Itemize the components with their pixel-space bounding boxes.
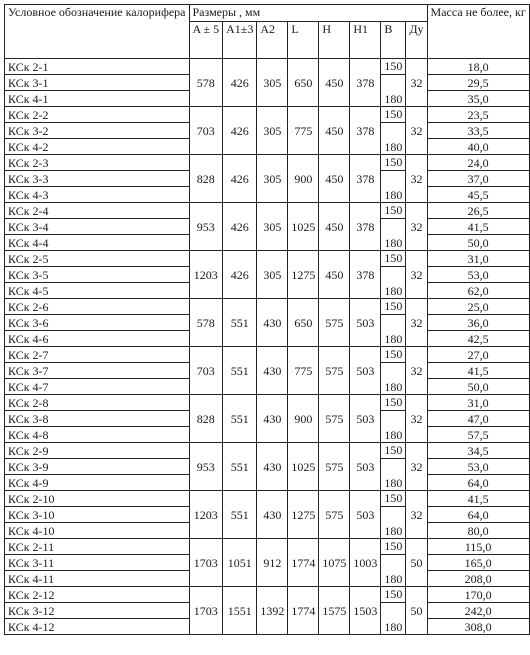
dim-b-value: 150 <box>381 59 406 75</box>
heater-designation: КСк 2-3 <box>5 155 190 171</box>
table-row <box>5 491 530 507</box>
header-a1: A1±3 <box>223 22 257 59</box>
dim-l-value: 1774 <box>288 539 319 587</box>
mass-value: 50,0 <box>427 379 529 395</box>
header-b: B <box>381 22 406 59</box>
header-mass: Масса не более, кг <box>427 5 529 59</box>
dim-b-value: 150 <box>381 443 406 459</box>
dim-du-value: 50 <box>406 587 427 635</box>
table-row <box>5 155 530 171</box>
table-row <box>5 443 530 459</box>
dim-l-value: 775 <box>288 107 319 155</box>
dim-a2-value: 430 <box>257 395 288 443</box>
dim-h-value: 575 <box>319 347 350 395</box>
heater-designation: КСк 4-2 <box>5 139 190 155</box>
dim-b-value: 180 <box>381 75 406 107</box>
heater-designation: КСк 2-5 <box>5 251 190 267</box>
dim-b-value: 180 <box>381 315 406 347</box>
mass-value: 36,0 <box>427 315 529 331</box>
dim-h1-value: 378 <box>350 203 381 251</box>
mass-value: 27,0 <box>427 347 529 363</box>
table-row <box>5 587 530 603</box>
header-l: L <box>288 22 319 59</box>
mass-value: 45,5 <box>427 187 529 203</box>
heater-designation: КСк 3-9 <box>5 459 190 475</box>
dim-l-value: 1275 <box>288 251 319 299</box>
header-h: H <box>319 22 350 59</box>
dim-l-value: 900 <box>288 395 319 443</box>
dim-l-value: 775 <box>288 347 319 395</box>
dim-b-value: 180 <box>381 363 406 395</box>
dim-h1-value: 378 <box>350 107 381 155</box>
dim-b-value: 150 <box>381 395 406 411</box>
mass-value: 64,0 <box>427 507 529 523</box>
mass-value: 53,0 <box>427 459 529 475</box>
dim-h-value: 575 <box>319 491 350 539</box>
dim-a2-value: 305 <box>257 155 288 203</box>
table-row <box>5 251 530 267</box>
dim-h1-value: 1003 <box>350 539 381 587</box>
dim-b-value: 150 <box>381 347 406 363</box>
dim-a2-value: 305 <box>257 203 288 251</box>
dim-a2-value: 305 <box>257 59 288 107</box>
mass-value: 35,0 <box>427 91 529 107</box>
dim-a-value: 1203 <box>189 491 223 539</box>
heater-designation: КСк 3-11 <box>5 555 190 571</box>
dim-a1-value: 551 <box>223 443 257 491</box>
dim-a-value: 953 <box>189 203 223 251</box>
mass-value: 24,0 <box>427 155 529 171</box>
mass-value: 41,5 <box>427 219 529 235</box>
dim-l-value: 650 <box>288 59 319 107</box>
dim-h-value: 450 <box>319 251 350 299</box>
dim-h-value: 450 <box>319 203 350 251</box>
heater-designation: КСк 2-7 <box>5 347 190 363</box>
dim-h-value: 450 <box>319 155 350 203</box>
heater-designation: КСк 4-6 <box>5 331 190 347</box>
dim-du-value: 32 <box>406 443 427 491</box>
dim-du-value: 32 <box>406 347 427 395</box>
header-du: Ду <box>406 22 427 59</box>
dim-h-value: 1575 <box>319 587 350 635</box>
dim-a-value: 703 <box>189 107 223 155</box>
table-header <box>5 5 530 59</box>
table-row <box>5 299 530 315</box>
mass-value: 18,0 <box>427 59 529 75</box>
dim-l-value: 1275 <box>288 491 319 539</box>
mass-value: 208,0 <box>427 571 529 587</box>
heater-designation: КСк 3-5 <box>5 267 190 283</box>
table-row <box>5 107 530 123</box>
dim-a-value: 1203 <box>189 251 223 299</box>
dim-a-value: 828 <box>189 155 223 203</box>
mass-value: 57,5 <box>427 427 529 443</box>
dim-h-value: 575 <box>319 395 350 443</box>
dim-b-value: 150 <box>381 491 406 507</box>
dim-a2-value: 430 <box>257 491 288 539</box>
heater-designation: КСк 3-1 <box>5 75 190 91</box>
dim-a2-value: 430 <box>257 347 288 395</box>
dim-du-value: 50 <box>406 539 427 587</box>
dim-du-value: 32 <box>406 395 427 443</box>
dim-a-value: 578 <box>189 299 223 347</box>
dim-a2-value: 305 <box>257 107 288 155</box>
table-row <box>5 539 530 555</box>
heater-designation: КСк 2-4 <box>5 203 190 219</box>
dim-b-value: 150 <box>381 539 406 555</box>
dim-b-value: 180 <box>381 555 406 587</box>
heater-designation: КСк 4-5 <box>5 283 190 299</box>
dim-a2-value: 430 <box>257 443 288 491</box>
dim-h-value: 575 <box>319 299 350 347</box>
mass-value: 62,0 <box>427 283 529 299</box>
dim-b-value: 180 <box>381 507 406 539</box>
heater-designation: КСк 2-12 <box>5 587 190 603</box>
mass-value: 50,0 <box>427 235 529 251</box>
dim-l-value: 1774 <box>288 587 319 635</box>
header-h1: H1 <box>350 22 381 59</box>
dim-a1-value: 426 <box>223 107 257 155</box>
mass-value: 47,0 <box>427 411 529 427</box>
mass-value: 308,0 <box>427 619 529 635</box>
dim-h-value: 575 <box>319 443 350 491</box>
table-row <box>5 395 530 411</box>
dim-b-value: 150 <box>381 107 406 123</box>
mass-value: 165,0 <box>427 555 529 571</box>
dim-b-value: 150 <box>381 203 406 219</box>
mass-value: 115,0 <box>427 539 529 555</box>
mass-value: 242,0 <box>427 603 529 619</box>
heater-designation: КСк 3-6 <box>5 315 190 331</box>
heater-designation: КСк 4-11 <box>5 571 190 587</box>
dim-b-value: 180 <box>381 267 406 299</box>
heater-designation: КСк 4-10 <box>5 523 190 539</box>
dim-du-value: 32 <box>406 107 427 155</box>
dim-h1-value: 378 <box>350 59 381 107</box>
heater-designation: КСк 3-7 <box>5 363 190 379</box>
heater-designation: КСк 4-12 <box>5 619 190 635</box>
dim-a1-value: 1551 <box>223 587 257 635</box>
mass-value: 41,5 <box>427 363 529 379</box>
mass-value: 25,0 <box>427 299 529 315</box>
dim-l-value: 1025 <box>288 203 319 251</box>
dim-h1-value: 503 <box>350 443 381 491</box>
mass-value: 23,5 <box>427 107 529 123</box>
heater-designation: КСк 3-2 <box>5 123 190 139</box>
table-row <box>5 59 530 75</box>
header-a: A ± 5 <box>189 22 223 59</box>
dim-h-value: 450 <box>319 107 350 155</box>
dim-h1-value: 1503 <box>350 587 381 635</box>
dim-b-value: 150 <box>381 299 406 315</box>
mass-value: 41,5 <box>427 491 529 507</box>
dim-l-value: 650 <box>288 299 319 347</box>
heater-designation: КСк 3-8 <box>5 411 190 427</box>
dim-h-value: 450 <box>319 59 350 107</box>
mass-value: 26,5 <box>427 203 529 219</box>
heater-designation: КСк 2-2 <box>5 107 190 123</box>
dim-du-value: 32 <box>406 155 427 203</box>
dim-b-value: 180 <box>381 219 406 251</box>
heater-designation: КСк 2-9 <box>5 443 190 459</box>
table-row <box>5 203 530 219</box>
heater-designation: КСк 4-4 <box>5 235 190 251</box>
dim-a2-value: 912 <box>257 539 288 587</box>
heater-designation: КСк 2-6 <box>5 299 190 315</box>
dim-du-value: 32 <box>406 299 427 347</box>
heater-designation: КСк 4-8 <box>5 427 190 443</box>
dim-b-value: 180 <box>381 603 406 635</box>
dim-b-value: 150 <box>381 587 406 603</box>
mass-value: 42,5 <box>427 331 529 347</box>
dim-du-value: 32 <box>406 251 427 299</box>
dim-h1-value: 378 <box>350 155 381 203</box>
heater-designation: КСк 2-1 <box>5 59 190 75</box>
dim-a1-value: 426 <box>223 251 257 299</box>
dim-a1-value: 426 <box>223 155 257 203</box>
table-body <box>5 59 530 635</box>
dim-l-value: 900 <box>288 155 319 203</box>
dim-b-value: 180 <box>381 171 406 203</box>
heater-designation: КСк 3-12 <box>5 603 190 619</box>
dim-du-value: 32 <box>406 59 427 107</box>
header-heater-designation: Условное обозначение калорифера <box>5 5 190 59</box>
dim-a1-value: 426 <box>223 59 257 107</box>
dim-b-value: 150 <box>381 251 406 267</box>
heater-designation: КСк 4-1 <box>5 91 190 107</box>
header-a2: A2 <box>257 22 288 59</box>
dim-a1-value: 1051 <box>223 539 257 587</box>
heater-designation: КСк 3-10 <box>5 507 190 523</box>
document-page <box>4 4 530 635</box>
header-dimensions-group: Размеры , мм <box>189 5 427 22</box>
dim-b-value: 150 <box>381 155 406 171</box>
heater-designation: КСк 4-9 <box>5 475 190 491</box>
dim-a-value: 1703 <box>189 587 223 635</box>
heater-designation: КСк 4-7 <box>5 379 190 395</box>
mass-value: 29,5 <box>427 75 529 91</box>
dim-a2-value: 305 <box>257 251 288 299</box>
dim-a1-value: 551 <box>223 299 257 347</box>
dim-a-value: 953 <box>189 443 223 491</box>
heater-designation: КСк 4-3 <box>5 187 190 203</box>
dim-b-value: 180 <box>381 411 406 443</box>
mass-value: 31,0 <box>427 395 529 411</box>
mass-value: 37,0 <box>427 171 529 187</box>
dim-l-value: 1025 <box>288 443 319 491</box>
table-row <box>5 347 530 363</box>
dim-a1-value: 426 <box>223 203 257 251</box>
dim-du-value: 32 <box>406 491 427 539</box>
dim-a-value: 1703 <box>189 539 223 587</box>
dim-h1-value: 503 <box>350 491 381 539</box>
mass-value: 170,0 <box>427 587 529 603</box>
dim-b-value: 180 <box>381 123 406 155</box>
dim-a1-value: 551 <box>223 491 257 539</box>
dim-a1-value: 551 <box>223 347 257 395</box>
dim-a-value: 703 <box>189 347 223 395</box>
dim-b-value: 180 <box>381 459 406 491</box>
mass-value: 53,0 <box>427 267 529 283</box>
mass-value: 33,5 <box>427 123 529 139</box>
mass-value: 80,0 <box>427 523 529 539</box>
heater-designation: КСк 2-8 <box>5 395 190 411</box>
mass-value: 31,0 <box>427 251 529 267</box>
dim-a2-value: 430 <box>257 299 288 347</box>
heater-designation: КСк 3-4 <box>5 219 190 235</box>
dim-a1-value: 551 <box>223 395 257 443</box>
heater-designation: КСк 2-11 <box>5 539 190 555</box>
dim-h1-value: 503 <box>350 395 381 443</box>
mass-value: 64,0 <box>427 475 529 491</box>
dim-h1-value: 378 <box>350 251 381 299</box>
heater-spec-table <box>4 4 530 635</box>
mass-value: 40,0 <box>427 139 529 155</box>
dim-a-value: 578 <box>189 59 223 107</box>
mass-value: 34,5 <box>427 443 529 459</box>
dim-h1-value: 503 <box>350 299 381 347</box>
heater-designation: КСк 3-3 <box>5 171 190 187</box>
dim-h1-value: 503 <box>350 347 381 395</box>
heater-designation: КСк 2-10 <box>5 491 190 507</box>
dim-h-value: 1075 <box>319 539 350 587</box>
dim-a2-value: 1392 <box>257 587 288 635</box>
dim-du-value: 32 <box>406 203 427 251</box>
dim-a-value: 828 <box>189 395 223 443</box>
